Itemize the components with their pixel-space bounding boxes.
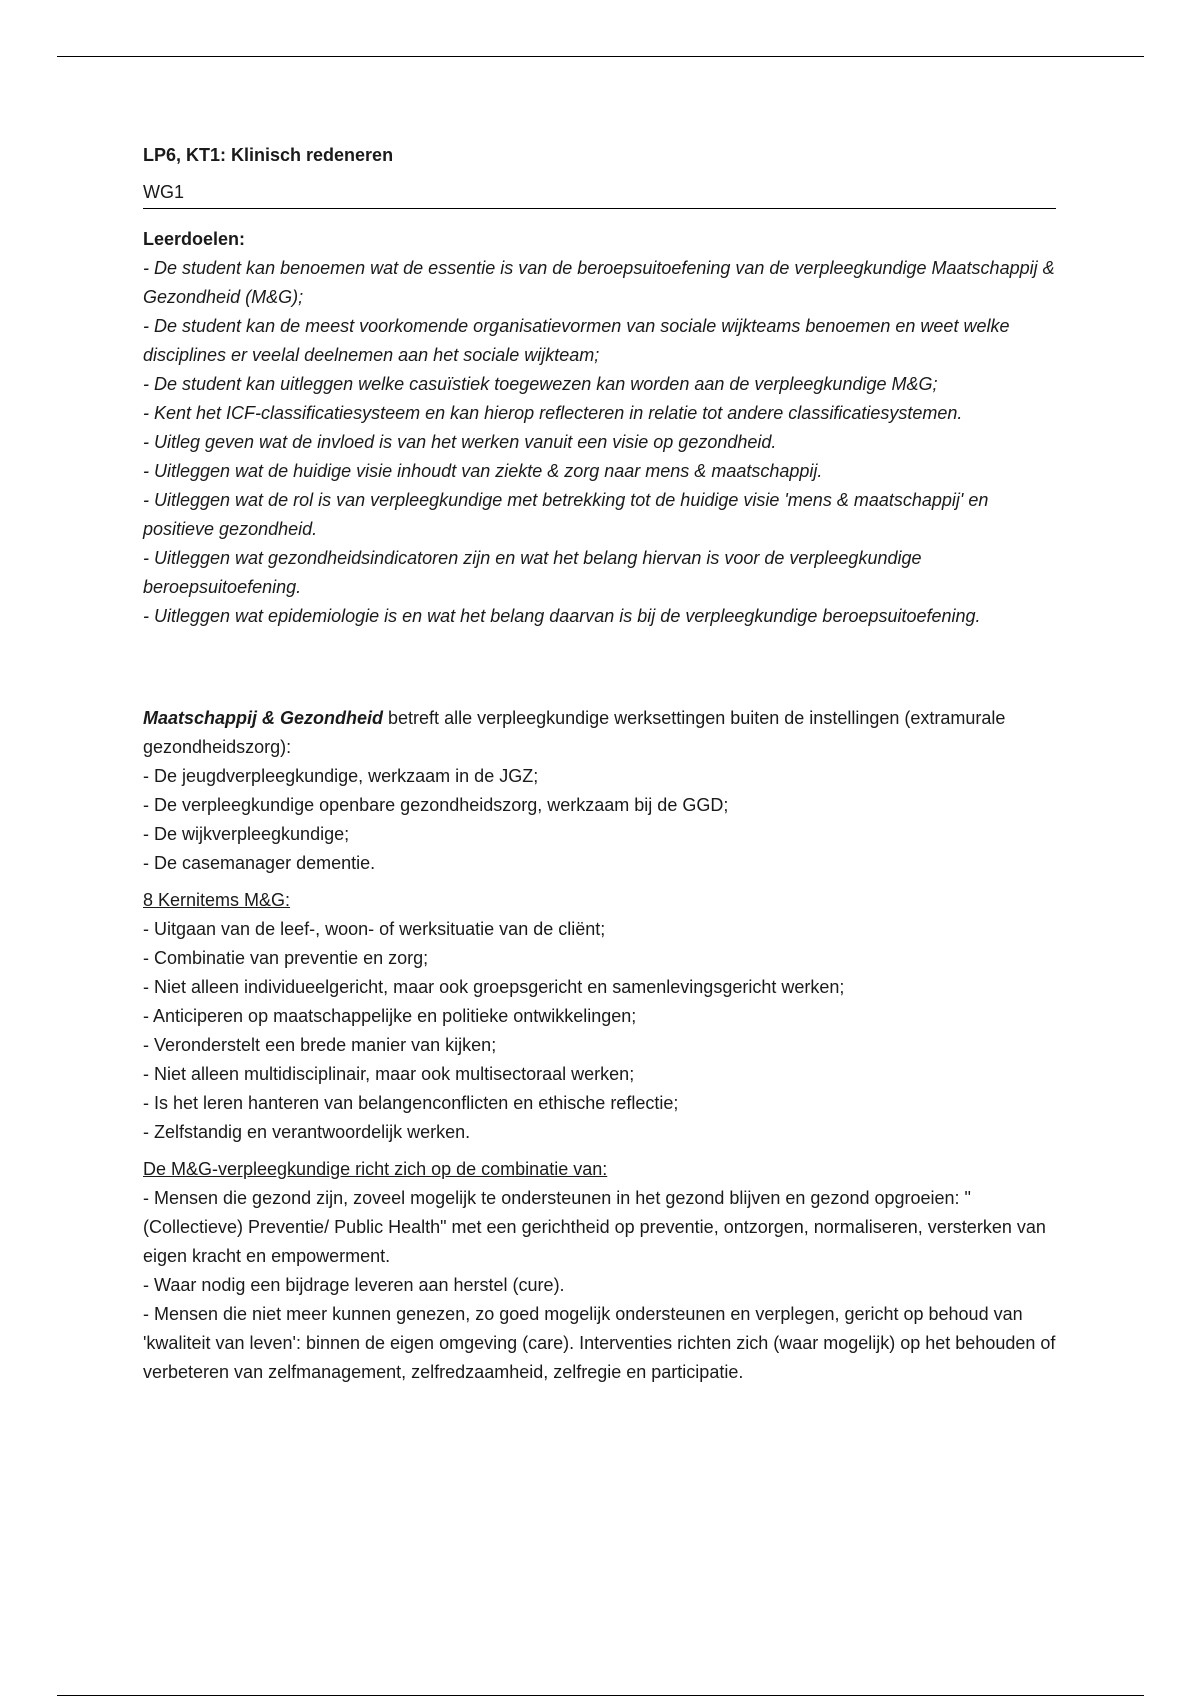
learning-goal-item: - Uitleg geven wat de invloed is van het werken vanuit een visie op gezondheid. <box>143 432 777 452</box>
work-setting-item: - De wijkverpleegkundige; <box>143 824 350 844</box>
document-title: LP6, KT1: Klinisch redeneren <box>143 145 394 165</box>
intro-paragraph <box>143 704 1058 762</box>
learning-goal-item: - Uitleggen wat de huidige visie inhoudt van ziekte & zorg naar mens & maatschappij. <box>143 461 823 481</box>
core-item: - Is het leren hanteren van belangenconflicten en ethische reflectie; <box>143 1093 679 1113</box>
work-setting-item: - De casemanager dementie. <box>143 853 376 873</box>
work-setting-item: - De jeugdverpleegkundige, werkzaam in de JGZ; <box>143 766 539 786</box>
learning-goal-item: - De student kan de meest voorkomende organisatievormen van sociale wijkteams benoemen en weet welke disciplines er veelal deelnemen aan het sociale wijkteam; <box>143 316 1010 365</box>
document-subtitle: WG1 <box>143 176 1056 209</box>
core-item: - Niet alleen individueelgericht, maar ook groepsgericht en samenlevingsgericht werken; <box>143 977 845 997</box>
combination-heading: De M&G-verpleegkundige richt zich op de combinatie van: <box>143 1159 608 1179</box>
learning-goal-item: - Kent het ICF-classificatiesysteem en kan hierop reflecteren in relatie tot andere classificatiesystemen. <box>143 403 963 423</box>
learning-goal-item: - Uitleggen wat gezondheidsindicatoren zijn en wat het belang hiervan is voor de verpleegkundige beroepsuitoefening. <box>143 548 922 597</box>
combination-item: - Waar nodig een bijdrage leveren aan herstel (cure). <box>143 1275 565 1295</box>
work-setting-item: - De verpleegkundige openbare gezondheidszorg, werkzaam bij de GGD; <box>143 795 729 815</box>
core-item: - Anticiperen op maatschappelijke en politieke ontwikkelingen; <box>143 1006 637 1026</box>
core-item: - Zelfstandig en verantwoordelijk werken. <box>143 1122 471 1142</box>
core-item: - Veronderstelt een brede manier van kijken; <box>143 1035 497 1055</box>
core-item: - Niet alleen multidisciplinair, maar ook multisectoraal werken; <box>143 1064 635 1084</box>
learning-goal-item: - De student kan benoemen wat de essentie is van de beroepsuitoefening van de verpleegkundige Maatschappij & Gezondheid (M&G); <box>143 258 1055 307</box>
work-settings-list <box>143 762 1058 878</box>
learning-goal-item: - Uitleggen wat de rol is van verpleegkundige met betrekking tot de huidige visie 'mens & maatschappij' en positieve gezondheid. <box>143 490 989 539</box>
combination-item: - Mensen die niet meer kunnen genezen, zo goed mogelijk ondersteunen en verplegen, gericht op behoud van 'kwaliteit van leven': binnen de eigen omgeving (care). Interventies richten zich (waar mogelijk) op het behouden of verbeteren van zelfmanagement, zelfredzaamheid, zelfregie en participatie. <box>143 1304 1056 1382</box>
core-items-list <box>143 915 1058 1147</box>
learning-goals-heading: Leerdoelen: <box>143 229 246 249</box>
core-item: - Uitgaan van de leef-, woon- of werksituatie van de cliënt; <box>143 919 606 939</box>
combination-list <box>143 1184 1058 1387</box>
learning-goal-item: - De student kan uitleggen welke casuïstiek toegewezen kan worden aan de verpleegkundige M&G; <box>143 374 938 394</box>
page-top-rule <box>57 56 1144 57</box>
core-items-heading: 8 Kernitems M&G: <box>143 890 291 910</box>
combination-item: - Mensen die gezond zijn, zoveel mogelijk te ondersteunen in het gezond blijven en gezond opgroeien: "(Collectieve) Preventie/ Public Health" met een gerichtheid op preventie, ontzorgen, normaliseren, versterken van eigen kracht en empowerment. <box>143 1188 1046 1266</box>
intro-lead: Maatschappij & Gezondheid <box>143 708 384 728</box>
learning-goals-list <box>143 254 1058 631</box>
core-item: - Combinatie van preventie en zorg; <box>143 948 429 968</box>
learning-goal-item: - Uitleggen wat epidemiologie is en wat het belang daarvan is bij de verpleegkundige beroepsuitoefening. <box>143 606 981 626</box>
document-body <box>143 140 1058 1387</box>
intro-text: betreft alle verpleegkundige werksettingen buiten de instellingen (extramurale gezondheidszorg): <box>143 708 1006 757</box>
page-bottom-rule <box>57 1695 1144 1696</box>
